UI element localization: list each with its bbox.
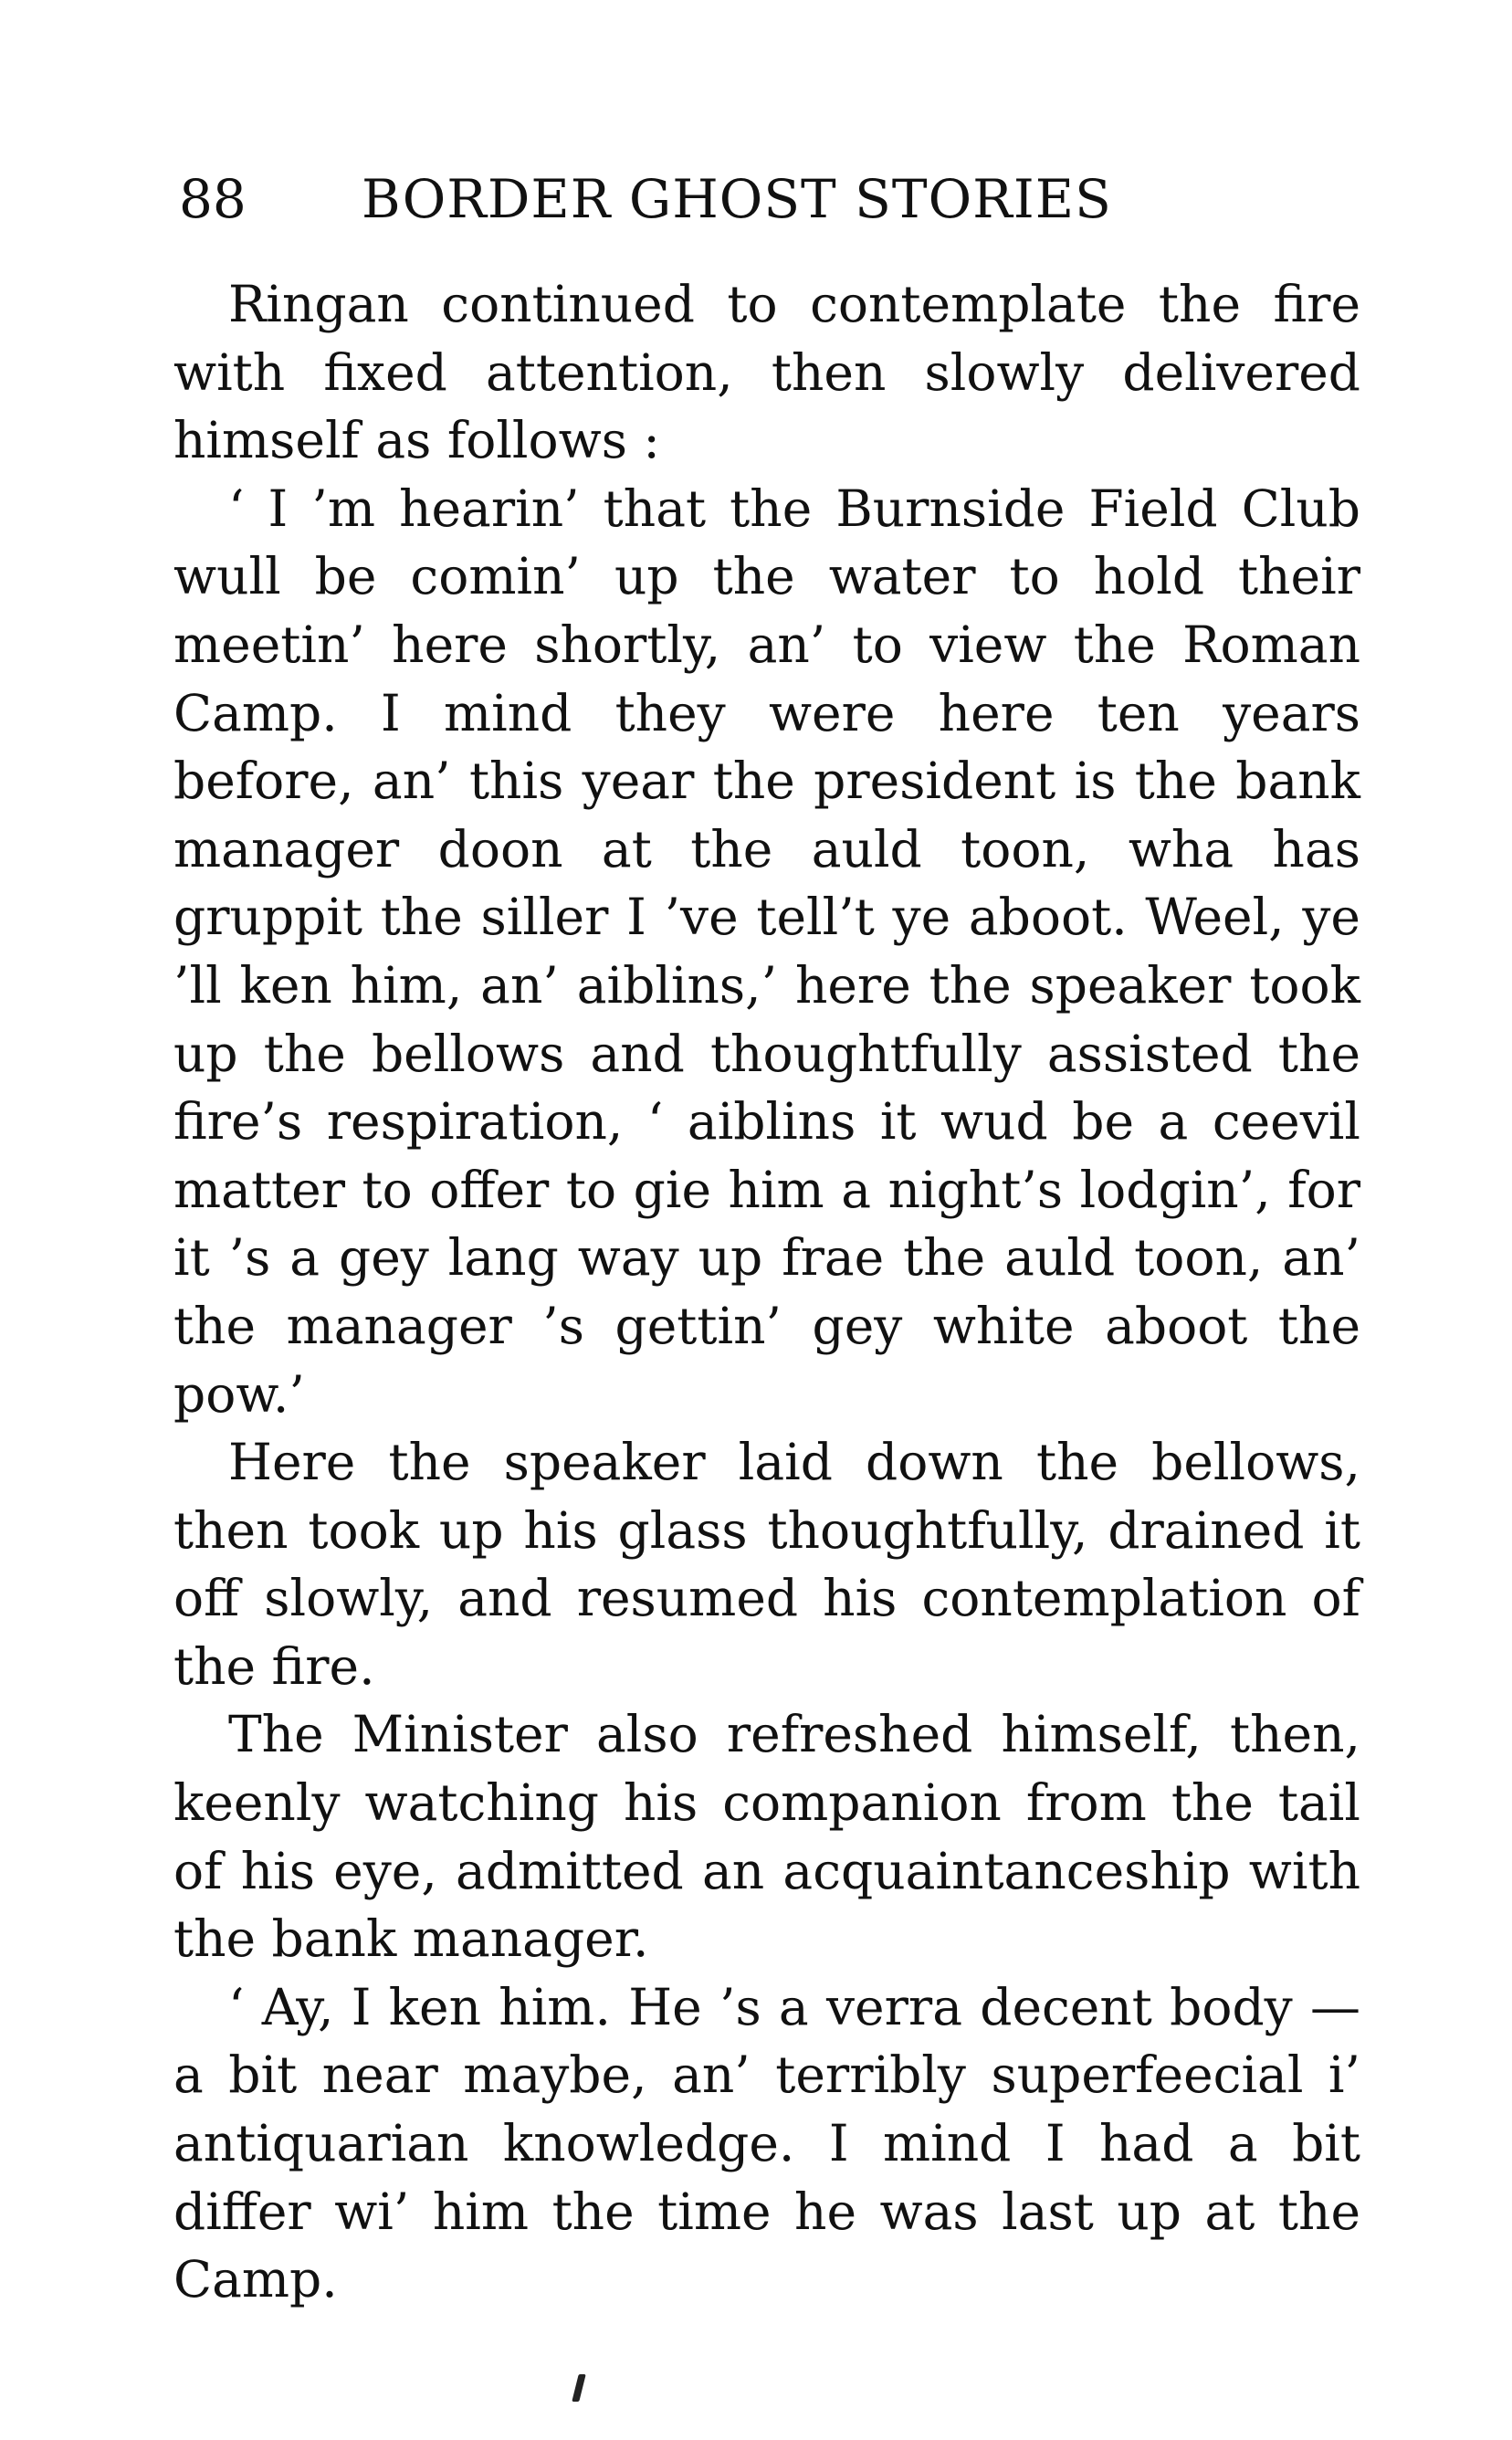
paragraph-5: ‘ Ay, I ken him. He ’s a verra decent body —a bit near maybe, an’ terribly superfeecial i’ antiquarian knowledge. I mind I had a bit differ wi’ him the time he was last up at the Camp. — [173, 1977, 1360, 2309]
page-header — [179, 163, 1366, 236]
stray-ink-mark — [572, 2374, 585, 2402]
page-number: 88 — [179, 168, 247, 230]
paragraph-1: Ringan continued to contemplate the fire with fixed attention, then slowly delivered himself as follows : — [173, 275, 1360, 470]
paragraph-4: The Minister also refreshed himself, then, keenly watching his companion from the tail of his eye, admitted an acquaintanceship with the bank manager. — [173, 1705, 1360, 1969]
running-title: BORDER GHOST STORIES — [362, 168, 1112, 230]
body-text — [173, 270, 1360, 2314]
paragraph-2: ‘ I ’m hearin’ that the Burnside Field Club wull be comin’ up the water to hold their meetin’ here shortly, an’ to view the Roman Camp. I mind they were here ten years before, an’ this year the president is the bank manager doon at the auld toon, wha has gruppit the siller I ’ve tell’t ye aboot. Weel, ye ’ll ken him, an’ aiblins,’ here the speaker took up the bellows and thoughtfully assisted the fire’s respiration, ‘ aiblins it wud be a ceevil matter to offer to gie him a night’s lodgin’, for it ’s a gey lang way up frae the auld toon, an’ the manager ’s gettin’ gey white aboot the pow.’ — [173, 479, 1360, 1424]
paragraph-3: Here the speaker laid down the bellows, then took up his glass thoughtfully, drained it off slowly, and resumed his contemplation of the fire. — [173, 1433, 1360, 1696]
